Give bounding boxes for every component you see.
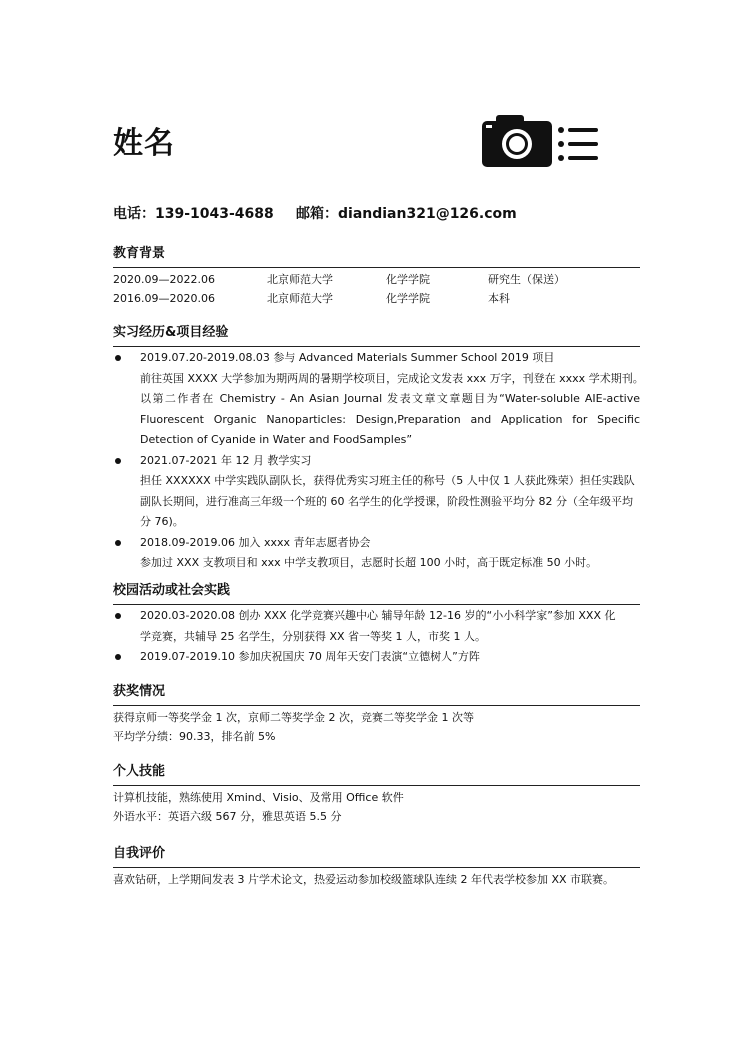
item-line: 2020.03-2020.08 创办 XXX 化学竞赛兴趣中心 辅导年龄 12-16 岁的“小小科学家”参加 XXX 化 bbox=[140, 609, 616, 622]
item-line: Detection of Cyanide in Water and FoodSamples” bbox=[140, 433, 413, 446]
item-line: 分 76)。 bbox=[140, 515, 184, 528]
bullet-icon bbox=[115, 355, 121, 361]
awards-title: 获奖情况 bbox=[113, 684, 166, 699]
phone-number: 电话：139-1043-4688 bbox=[113, 206, 274, 222]
evaluation-section bbox=[113, 843, 640, 889]
internship-list bbox=[113, 348, 644, 574]
list-item bbox=[113, 647, 640, 668]
campus-list bbox=[113, 606, 640, 668]
education-school: 北京师范大学 bbox=[267, 273, 333, 286]
education-period: 2020.09—2022.06 bbox=[113, 273, 215, 286]
resume-name: 姓名 bbox=[113, 126, 175, 161]
item-line: 2021.07-2021 年 12 月 教学实习 bbox=[140, 453, 312, 467]
education-degree: 研究生（保送） bbox=[488, 273, 565, 286]
item-line: 参加过 XXX 支教项目和 xxx 中学支教项目，志愿时长超 100 小时，高于既定标准 50 小时。 bbox=[140, 556, 598, 569]
divider bbox=[113, 604, 640, 605]
internship-title: 实习经历&项目经验 bbox=[113, 325, 229, 340]
skills-line: 外语水平：英语六级 567 分，雅思英语 5.5 分 bbox=[113, 810, 342, 823]
camera-list-icon bbox=[482, 113, 600, 169]
divider bbox=[113, 867, 640, 868]
education-row bbox=[113, 270, 640, 289]
campus-section bbox=[113, 580, 640, 668]
item-line: 2019.07-2019.10 参加庆祝国庆 70 周年天安门表演“立德树人”方阵 bbox=[140, 650, 480, 663]
awards-section bbox=[113, 681, 640, 746]
education-degree: 本科 bbox=[488, 292, 510, 305]
item-line: 2019.07.20-2019.08.03 参与 Advanced Materials Summer School 2019 项目 bbox=[140, 351, 555, 364]
item-line: 学竞赛，共辅导 25 名学生，分别获得 XX 省一等奖 1 人，市奖 1 人。 bbox=[140, 629, 487, 643]
contact-info bbox=[113, 203, 517, 223]
item-line: 以第二作者在 Chemistry - An Asian Journal 发表文章文章题目为“Water-soluble AIE-active bbox=[140, 392, 640, 405]
email-address: 邮箱：diandian321@126.com bbox=[296, 206, 517, 222]
internship-section bbox=[113, 322, 644, 574]
divider bbox=[113, 705, 640, 706]
education-college: 化学学院 bbox=[386, 273, 430, 286]
skills-title: 个人技能 bbox=[113, 764, 166, 779]
divider bbox=[113, 267, 640, 268]
evaluation-line: 喜欢钻研，上学期间发表 3 片学术论文，热爱运动参加校级篮球队连续 2 年代表学校参加 XX 市联赛。 bbox=[113, 873, 615, 886]
item-line: 2018.09-2019.06 加入 xxxx 青年志愿者协会 bbox=[140, 535, 371, 549]
awards-line: 获得京师一等奖学金 1 次，京师二等奖学金 2 次，竞赛二等奖学金 1 次等 bbox=[113, 711, 474, 724]
list-item bbox=[113, 533, 640, 574]
skills-section bbox=[113, 761, 640, 826]
item-line: 副队长期间，进行准高三年级一个班的 60 名学生的化学授课，阶段性测验平均分 82 分（全年级平均 bbox=[140, 494, 633, 508]
list-item bbox=[113, 451, 640, 533]
bullet-icon bbox=[115, 540, 121, 546]
awards-line: 平均学分绩：90.33，排名前 5% bbox=[113, 730, 276, 743]
divider bbox=[113, 346, 640, 347]
education-college: 化学学院 bbox=[386, 292, 430, 305]
item-line: Fluorescent Organic Nanoparticles: Design,Preparation and Application for Specific bbox=[140, 412, 640, 426]
bullet-icon bbox=[115, 613, 121, 619]
divider bbox=[113, 785, 640, 786]
item-line: 担任 XXXXXX 中学实践队副队长，获得优秀实习班主任的称号（5 人中仅 1 人获此殊荣）担任实践队 bbox=[140, 474, 635, 487]
education-school: 北京师范大学 bbox=[267, 292, 333, 305]
skills-line: 计算机技能，熟练使用 Xmind、Visio、及常用 Office 软件 bbox=[113, 791, 404, 804]
education-title: 教育背景 bbox=[113, 246, 166, 261]
list-item bbox=[113, 606, 640, 647]
bullet-icon bbox=[115, 654, 121, 660]
campus-title: 校园活动或社会实践 bbox=[113, 583, 231, 598]
evaluation-title: 自我评价 bbox=[113, 846, 166, 861]
bullet-icon bbox=[115, 458, 121, 464]
education-section bbox=[113, 243, 640, 308]
item-line: 前往英国 XXXX 大学参加为期两周的暑期学校项目，完成论文发表 xxx 万字，刊登在 xxxx 学术期刊。 bbox=[140, 371, 644, 385]
education-period: 2016.09—2020.06 bbox=[113, 292, 215, 305]
education-row bbox=[113, 289, 640, 308]
list-item bbox=[113, 348, 644, 451]
